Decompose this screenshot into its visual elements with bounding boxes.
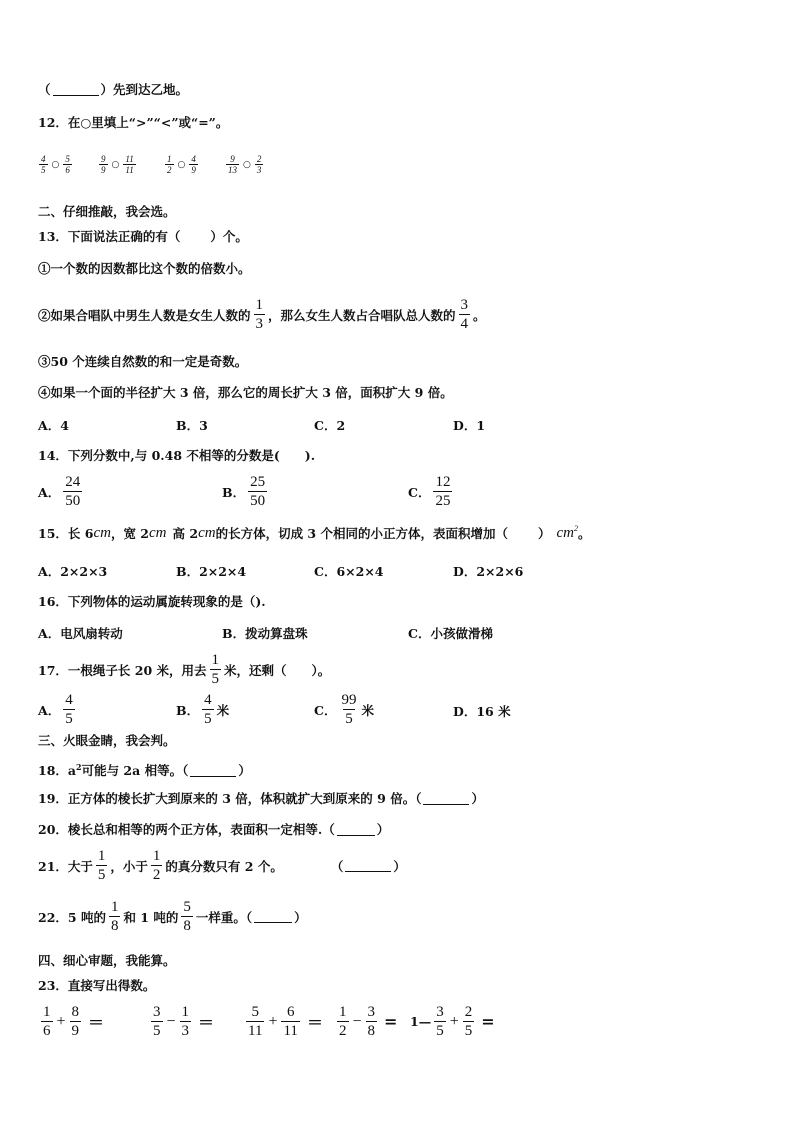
option-a[interactable]: A．4: [38, 418, 69, 433]
option-b[interactable]: B． $\frac{25}{50}$: [222, 474, 266, 509]
fraction: $\frac{1}{3}$: [255, 297, 264, 332]
fraction: $\frac{1}{2}$: [152, 848, 161, 883]
equals-sign: ＝: [306, 1013, 323, 1032]
option-b[interactable]: B．2×2×4: [176, 564, 247, 579]
fraction: $\frac{3}{8}$: [367, 1004, 376, 1039]
q22: 22．5 吨的 $\frac{1}{8}$ 和 1 吨的 $\frac{5}{8}$ 一样重。（ ）: [38, 899, 307, 934]
q17-stem: 17．一根绳子长 20 米，用去 $\frac{1}{5}$ 米，还剩（ ）。: [38, 652, 331, 687]
fraction: $\frac{5}{6}$: [65, 154, 70, 175]
option-b[interactable]: B．3: [176, 418, 208, 433]
q18: 18．$a^2$可能与 2a 相等。（ ）: [38, 762, 251, 779]
option-a[interactable]: A． $\frac{4}{5}$: [38, 692, 73, 727]
fraction: $\frac{11}{11}$: [125, 154, 134, 175]
q16-stem: 16．下列物体的运动属旋转现象的是（).: [38, 594, 266, 609]
fraction: $\frac{3}{5}$: [436, 1004, 444, 1039]
answer-blank[interactable]: [190, 764, 236, 777]
q21: 21．大于 $\frac{1}{5}$ ，小于 $\frac{1}{2}$ 的真分数只有 2 个。 （ ）: [38, 848, 406, 883]
compare-item-3[interactable]: [162, 154, 201, 175]
compare-circle[interactable]: ○: [243, 159, 251, 170]
option-d[interactable]: D．1: [453, 418, 486, 433]
fraction: $\frac{5}{11}$: [248, 1004, 263, 1039]
compare-circle[interactable]: ○: [111, 159, 120, 170]
compare-item-1[interactable]: [36, 154, 75, 175]
equals-sign: ＝: [88, 1013, 105, 1032]
fraction: $\frac{8}{9}$: [71, 1004, 80, 1039]
compare-circle[interactable]: ○: [51, 159, 60, 170]
option-d[interactable]: D．2×2×6: [453, 564, 524, 579]
q14-stem: 14．下列分数中,与 0.48 不相等的分数是( ).: [38, 448, 316, 463]
section-heading: 三、火眼金睛，我会判。: [38, 733, 176, 748]
unit-cm: cm: [93, 524, 111, 541]
operator: −: [166, 1012, 176, 1030]
calc-expression[interactable]: [38, 1003, 104, 1040]
calc-expression[interactable]: [148, 1003, 214, 1040]
q12-stem: 12．在○里填上“>”“<”或“=”。: [38, 115, 229, 130]
compare-circle[interactable]: ○: [177, 159, 186, 170]
option-a[interactable]: A．2×2×3: [38, 564, 108, 579]
fraction: $\frac{2}{3}$: [256, 154, 262, 175]
q20: 20．棱长总和相等的两个正方体，表面积一定相等.（ ）: [38, 822, 390, 837]
answer-blank[interactable]: [254, 910, 292, 923]
fraction: $\frac{6}{11}$: [283, 1004, 298, 1039]
calc-term: 1—: [410, 1014, 432, 1029]
option-c[interactable]: C． $\frac{12}{25}$: [408, 474, 451, 509]
operator: −: [352, 1012, 362, 1030]
option-c[interactable]: C．6×2×4: [314, 564, 384, 579]
calc-expression[interactable]: [243, 1003, 323, 1040]
section-heading: 二、仔细推敲，我会选。: [38, 204, 176, 219]
q11-tail: （ ）先到达乙地。: [38, 82, 189, 97]
unit-cm: cm: [149, 524, 167, 541]
option-c[interactable]: C．2: [314, 418, 346, 433]
option-b[interactable]: B．拨动算盘珠: [222, 626, 308, 641]
fraction: $\frac{3}{5}$: [153, 1004, 161, 1039]
fraction: $\frac{25}{50}$: [250, 474, 266, 509]
option-c[interactable]: C．小孩做滑梯: [408, 626, 493, 641]
option-c[interactable]: C． $\frac{99}{5}$ 米: [314, 692, 374, 727]
fraction: $\frac{4}{9}$: [191, 154, 196, 175]
fraction: $\frac{9}{9}$: [101, 154, 106, 175]
q13-statement-3: ③50 个连续自然数的和一定是奇数。: [38, 354, 248, 369]
section-heading: 四、细心审题，我能算。: [38, 953, 176, 968]
q13-stem: 13．下面说法正确的有（ ）个。: [38, 229, 248, 244]
fraction: $\frac{12}{25}$: [435, 474, 451, 509]
fraction: $\frac{9}{13}$: [228, 154, 237, 175]
unit-cm: cm: [198, 524, 216, 541]
fraction: $\frac{1}{8}$: [110, 899, 119, 934]
option-a[interactable]: A． $\frac{24}{50}$: [38, 474, 81, 509]
q19: 19．正方体的棱长扩大到原来的 3 倍，体积就扩大到原来的 9 倍。（ ）: [38, 791, 484, 806]
operator: +: [268, 1012, 278, 1030]
unit-cm2: $cm^2$: [556, 524, 578, 541]
fraction: $\frac{1}{5}$: [97, 848, 106, 883]
fraction: $\frac{1}{3}$: [181, 1004, 190, 1039]
answer-blank[interactable]: [337, 823, 375, 836]
fraction: $\frac{4}{5}$: [204, 692, 212, 727]
fraction: $\frac{2}{5}$: [464, 1004, 473, 1039]
fraction: $\frac{24}{50}$: [65, 474, 81, 509]
fraction: $\frac{1}{2}$: [167, 154, 172, 175]
fraction: $\frac{3}{4}$: [460, 297, 469, 332]
fraction: $\frac{1}{5}$: [211, 652, 219, 687]
calc-expression[interactable]: [410, 1003, 495, 1040]
fraction: $\frac{5}{8}$: [183, 899, 191, 934]
operator: +: [449, 1012, 459, 1030]
q15-stem: 15．长 6 cm ，宽 2 cm 高 2 cm 的长方体，切成 3 个相同的小正方体，表面积增加（ ） $cm^2$ 。: [38, 524, 591, 541]
q13-statement-2: ②如果合唱队中男生人数是女生人数的 $\frac{1}{3}$ ，那么女生人数占合唱队总人数的 $\frac{3}{4}$ 。: [38, 297, 486, 332]
q23-stem: 23．直接写出得数。: [38, 978, 156, 993]
equals-sign: ＝: [198, 1013, 215, 1032]
compare-item-2[interactable]: [96, 154, 139, 175]
option-d[interactable]: D． 16 米: [453, 704, 511, 719]
equals-sign: =: [384, 1012, 398, 1031]
operator: +: [56, 1012, 66, 1030]
answer-blank[interactable]: [53, 83, 99, 96]
q13-statement-4: ④如果一个面的半径扩大 3 倍，那么它的周长扩大 3 倍，面积扩大 9 倍。: [38, 385, 453, 400]
compare-item-4[interactable]: [223, 154, 266, 175]
option-b[interactable]: B． $\frac{4}{5}$ 米: [176, 692, 230, 727]
option-a[interactable]: A．电风扇转动: [38, 626, 123, 641]
answer-blank[interactable]: [345, 859, 391, 872]
fraction: $\frac{1}{6}$: [43, 1004, 51, 1039]
equals-sign: =: [481, 1012, 495, 1031]
calc-expression[interactable]: [334, 1003, 397, 1040]
fraction: $\frac{4}{5}$: [65, 692, 73, 727]
answer-blank[interactable]: [423, 792, 469, 805]
fraction: $\frac{4}{5}$: [41, 154, 46, 175]
q13-statement-1: ①一个数的因数都比这个数的倍数小。: [38, 261, 251, 276]
fraction: $\frac{1}{2}$: [339, 1004, 347, 1039]
fraction: $\frac{99}{5}$: [341, 692, 357, 727]
